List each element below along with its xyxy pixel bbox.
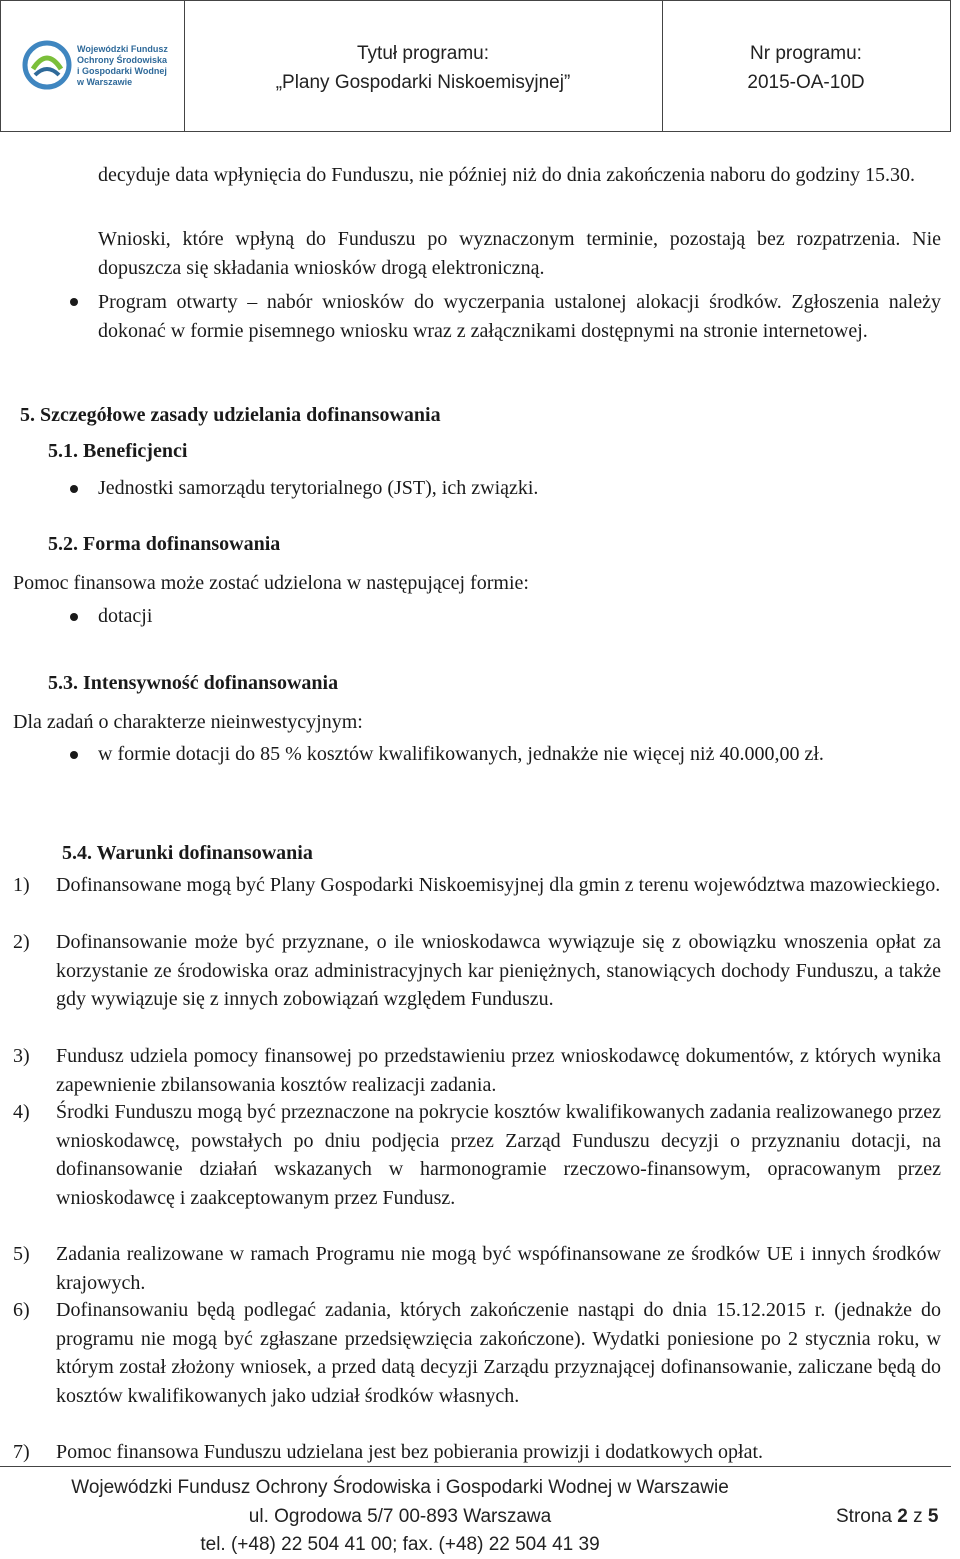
program-title: „Plany Gospodarki Niskoemisyjnej” [275,72,571,93]
page-footer [0,1466,951,1557]
condition-text: Dofinansowanie może być przyznane, o ile wnioskodawca wywiązuje się z obowiązku wnoszenia opłat za korzystanie ze środowiska oraz administracyjnych kar pieniężnych, stanowiących dochody Funduszu, a także gdy wywiązuje się z innych zobowiązań względem Funduszu. [56,931,941,1010]
condition-number: 3) [13,1045,30,1067]
bullet-icon [70,751,78,759]
condition-item [13,871,941,900]
intensity-intro: Dla zadań o charakterze nieinwestycyjnym: [13,711,363,733]
footer-phone: tel. (+48) 22 504 41 00; fax. (+48) 22 504 41 39 [200,1534,600,1555]
condition-text: Dofinansowane mogą być Plany Gospodarki Niskoemisyjnej dla gmin z terenu województwa mazowieckiego. [56,874,941,896]
section-5-2-heading: 5.2. Forma dofinansowania [48,533,281,555]
footer-institution: Wojewódzki Fundusz Ochrony Środowiska i Gospodarki Wodnej w Warszawie [71,1477,729,1498]
intensity-bullet: w formie dotacji do 85 % kosztów kwalifikowanych, jednakże nie więcej niż 40.000,00 zł. [98,743,824,765]
logo-text [77,44,177,88]
bullet-icon [70,613,78,621]
condition-text: Dofinansowaniu będą podlegać zadania, których zakończenie nastąpi do dnia 15.12.2015 r. (jednakże do programu nie mogą być zgłaszane przedsięwzięcia zakończone). Wydatki poniesione po 2 stycznia roku, w którym został złożony wniosek, a przed datą decyzji Zarządu przyznającej dofinansowanie, zaliczane będą do kosztów kwalifikowanych jako udział środków własnych. [56,1299,941,1407]
logo-text-line: Wojewódzki Fundusz [77,44,168,54]
condition-item [13,1438,941,1467]
fund-logo-icon [21,39,73,91]
logo-text-line: w Warszawie [77,77,133,87]
condition-number: 5) [13,1243,30,1265]
logo-text-line: Ochrony Środowiska [77,55,168,65]
condition-number: 7) [13,1441,30,1463]
condition-item [13,1042,941,1099]
header-title-cell [184,1,663,131]
intro-bullet-open-program: Program otwarty – nabór wniosków do wyczerpania ustalonej alokacji środków. Zgłoszenia należy dokonać w formie pisemnego wniosku wraz z załącznikami dostępnymi na stronie internetowej. [98,291,941,342]
page-current: 2 [897,1506,908,1527]
condition-number: 2) [13,931,30,953]
logo-text-line: i Gospodarki Wodnej [77,66,167,76]
condition-text: Fundusz udziela pomocy finansowej po przedstawieniu przez wnioskodawcę dokumentów, z których wynika zapewnienie zbilansowania kosztów realizacji zadania. [56,1045,941,1096]
condition-item [13,1296,941,1410]
beneficiaries-bullet: Jednostki samorządu terytorialnego (JST), ich związki. [98,477,539,499]
section-5-3-heading: 5.3. Intensywność dofinansowania [48,672,339,694]
condition-number: 4) [13,1101,30,1123]
condition-item [13,1240,941,1297]
condition-number: 6) [13,1299,30,1321]
condition-text: Środki Funduszu mogą być przeznaczone na pokrycie kosztów kwalifikowanych zadania realizowanego przez wnioskodawcę, powstałych po dniu podjęcia przez Zarząd Funduszu decyzji o przyznaniu dotacji, na dofinansowanie działań wskazanych w harmonogramie rzeczowo-finansowym, opracowanym przez wnioskodawcę i zaakceptowanym przez Fundusz. [56,1101,941,1209]
program-number-label: Nr programu: [750,43,862,64]
section-5-heading: 5. Szczegółowe zasady udzielania dofinansowania [20,404,441,426]
page-number [836,1502,938,1531]
condition-text: Pomoc finansowa Funduszu udzielana jest bez pobierania prowizji i dodatkowych opłat. [56,1441,764,1463]
program-number: 2015-OA-10D [747,72,865,93]
section-5-1-heading: 5.1. Beneficjenci [48,440,188,462]
program-title-label: Tytuł programu: [357,43,489,64]
page-label: Strona [836,1506,892,1527]
header-number-cell [662,1,950,131]
section-5-4-heading: 5.4. Warunki dofinansowania [62,842,313,864]
form-intro: Pomoc finansowa może zostać udzielona w następującej formie: [13,572,529,594]
bullet-icon [70,485,78,493]
intro-paragraph-deadline: decyduje data wpłynięcia do Funduszu, nie później niż do dnia zakończenia naboru do godziny 15.30. [98,164,915,186]
condition-number: 1) [13,874,30,896]
condition-item [13,928,941,1014]
footer-address: ul. Ogrodowa 5/7 00-893 Warszawa [248,1506,552,1527]
fund-logo [21,39,171,95]
condition-item [13,1098,941,1212]
intro-paragraph-late: Wnioski, które wpłyną do Funduszu po wyznaczonym terminie, pozostają bez rozpatrzenia. Nie dopuszcza się składania wniosków drogą elektroniczną. [98,228,941,279]
page-total: 5 [927,1506,939,1527]
form-bullet: dotacji [98,605,153,627]
page-separator: z [913,1506,923,1527]
header-logo-cell [1,1,185,131]
page-header [0,0,951,132]
condition-text: Zadania realizowane w ramach Programu nie mogą być wspófinansowane ze środków UE i innych środków krajowych. [56,1243,941,1294]
bullet-icon [70,298,78,306]
